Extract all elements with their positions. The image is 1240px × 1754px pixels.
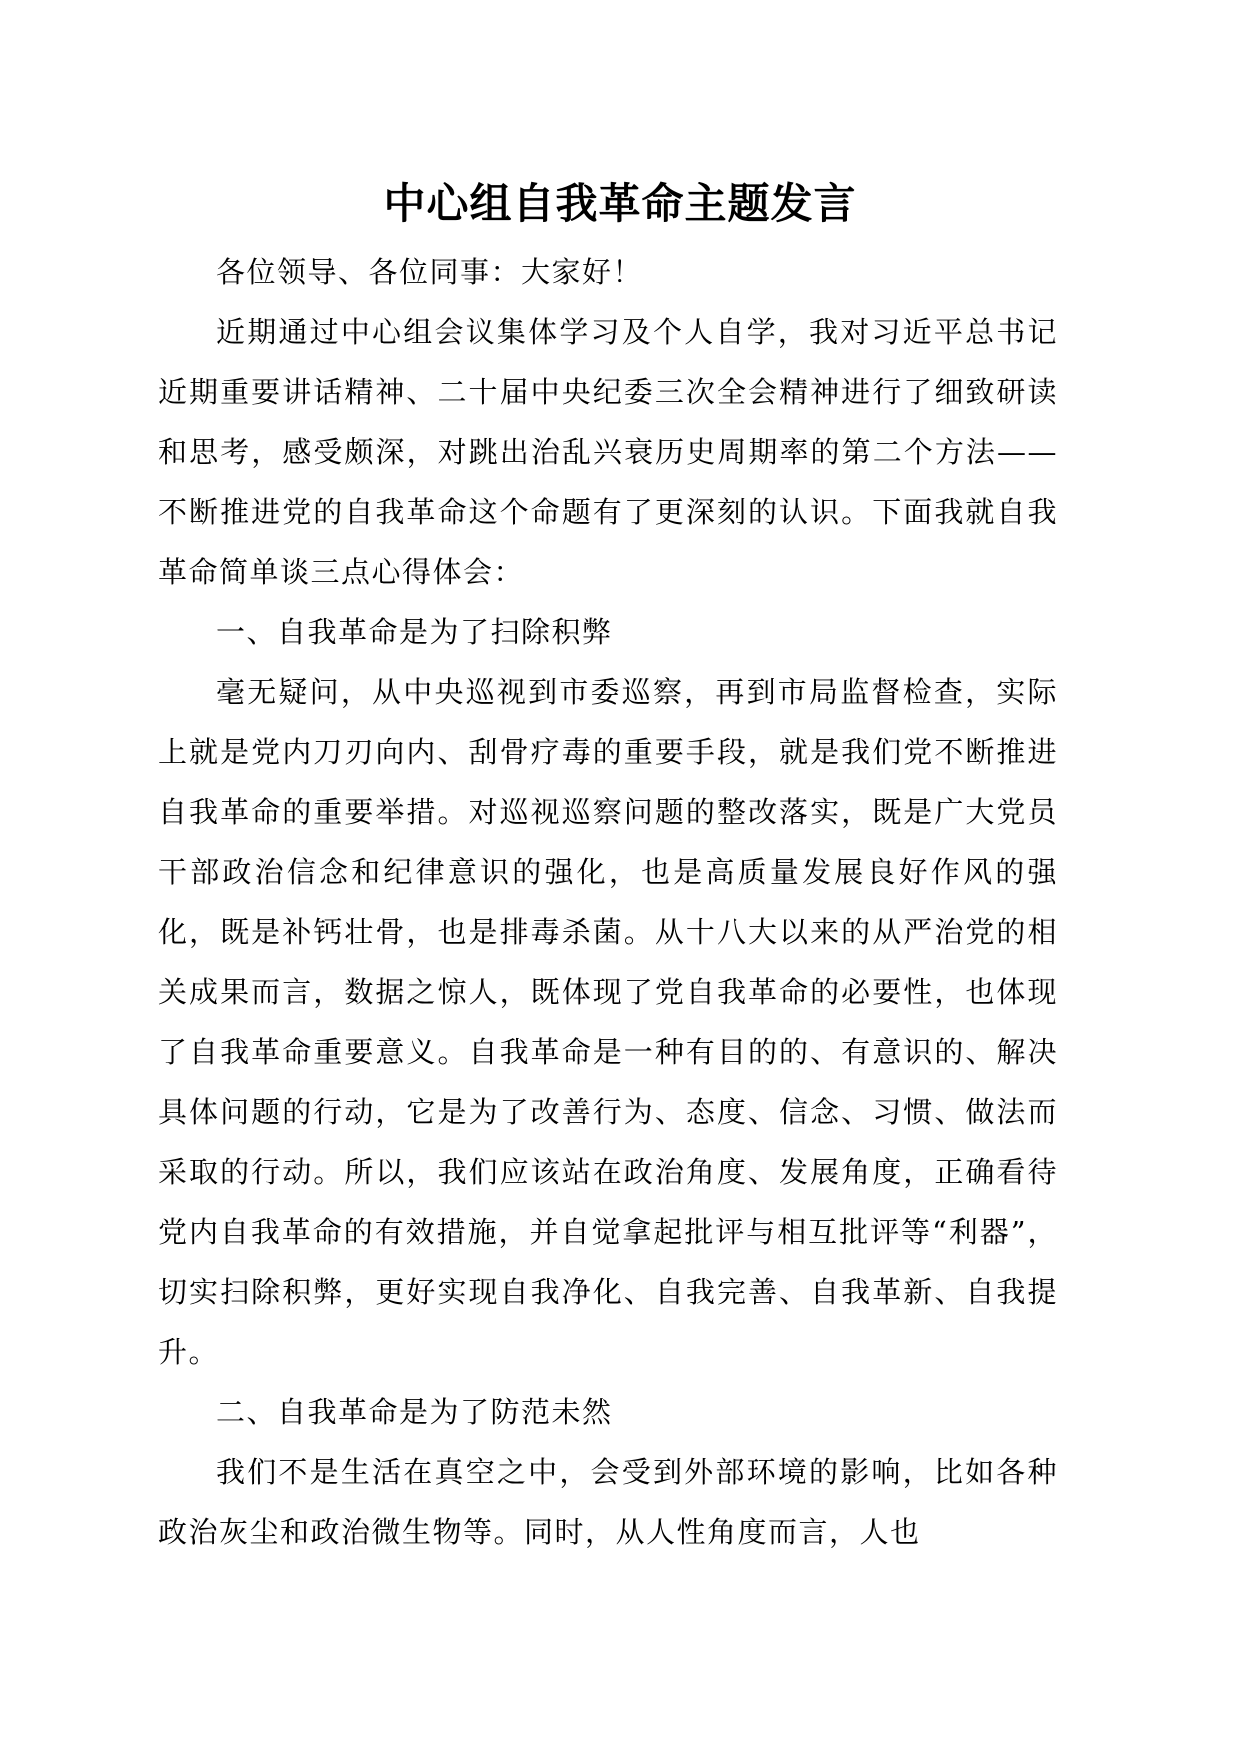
document-body — [158, 242, 1058, 1562]
section-heading: 一、自我革命是为了扫除积弊 — [216, 615, 613, 649]
document-title: 中心组自我革命主题发言 — [383, 179, 857, 228]
greeting-paragraph: 各位领导、各位同事：大家好！ — [216, 255, 644, 289]
section-paragraph: 我们不是生活在真空之中，会受到外部环境的影响，比如各种政治灰尘和政治微生物等。同时，从人性角度而言，人也 — [158, 1455, 1058, 1549]
intro-paragraph: 近期通过中心组会议集体学习及个人自学，我对习近平总书记近期重要讲话精神、二十届中央纪委三次全会精神进行了细致研读和思考，感受颇深，对跳出治乱兴衰历史周期率的第二个方法——不断推进党的自我革命这个命题有了更深刻的认识。下面我就自我革命简单谈三点心得体会： — [158, 315, 1058, 589]
section-paragraph: 毫无疑问，从中央巡视到市委巡察，再到市局监督检查，实际上就是党内刀刃向内、刮骨疗毒的重要手段，就是我们党不断推进自我革命的重要举措。对巡视巡察问题的整改落实，既是广大党员干部政治信念和纪律意识的强化，也是高质量发展良好作风的强化，既是补钙壮骨，也是排毒杀菌。从十八大以来的从严治党的相关成果而言，数据之惊人，既体现了党自我革命的必要性，也体现了自我革命重要意义。自我革命是一种有目的的、有意识的、解决具体问题的行动，它是为了改善行为、态度、信念、习惯、做法而采取的行动。所以，我们应该站在政治角度、发展角度，正确看待党内自我革命的有效措施，并自觉拿起批评与相互批评等“利器”，切实扫除积弊，更好实现自我净化、自我完善、自我革新、自我提升。 — [158, 675, 1058, 1369]
section-heading: 二、自我革命是为了防范未然 — [216, 1395, 613, 1429]
